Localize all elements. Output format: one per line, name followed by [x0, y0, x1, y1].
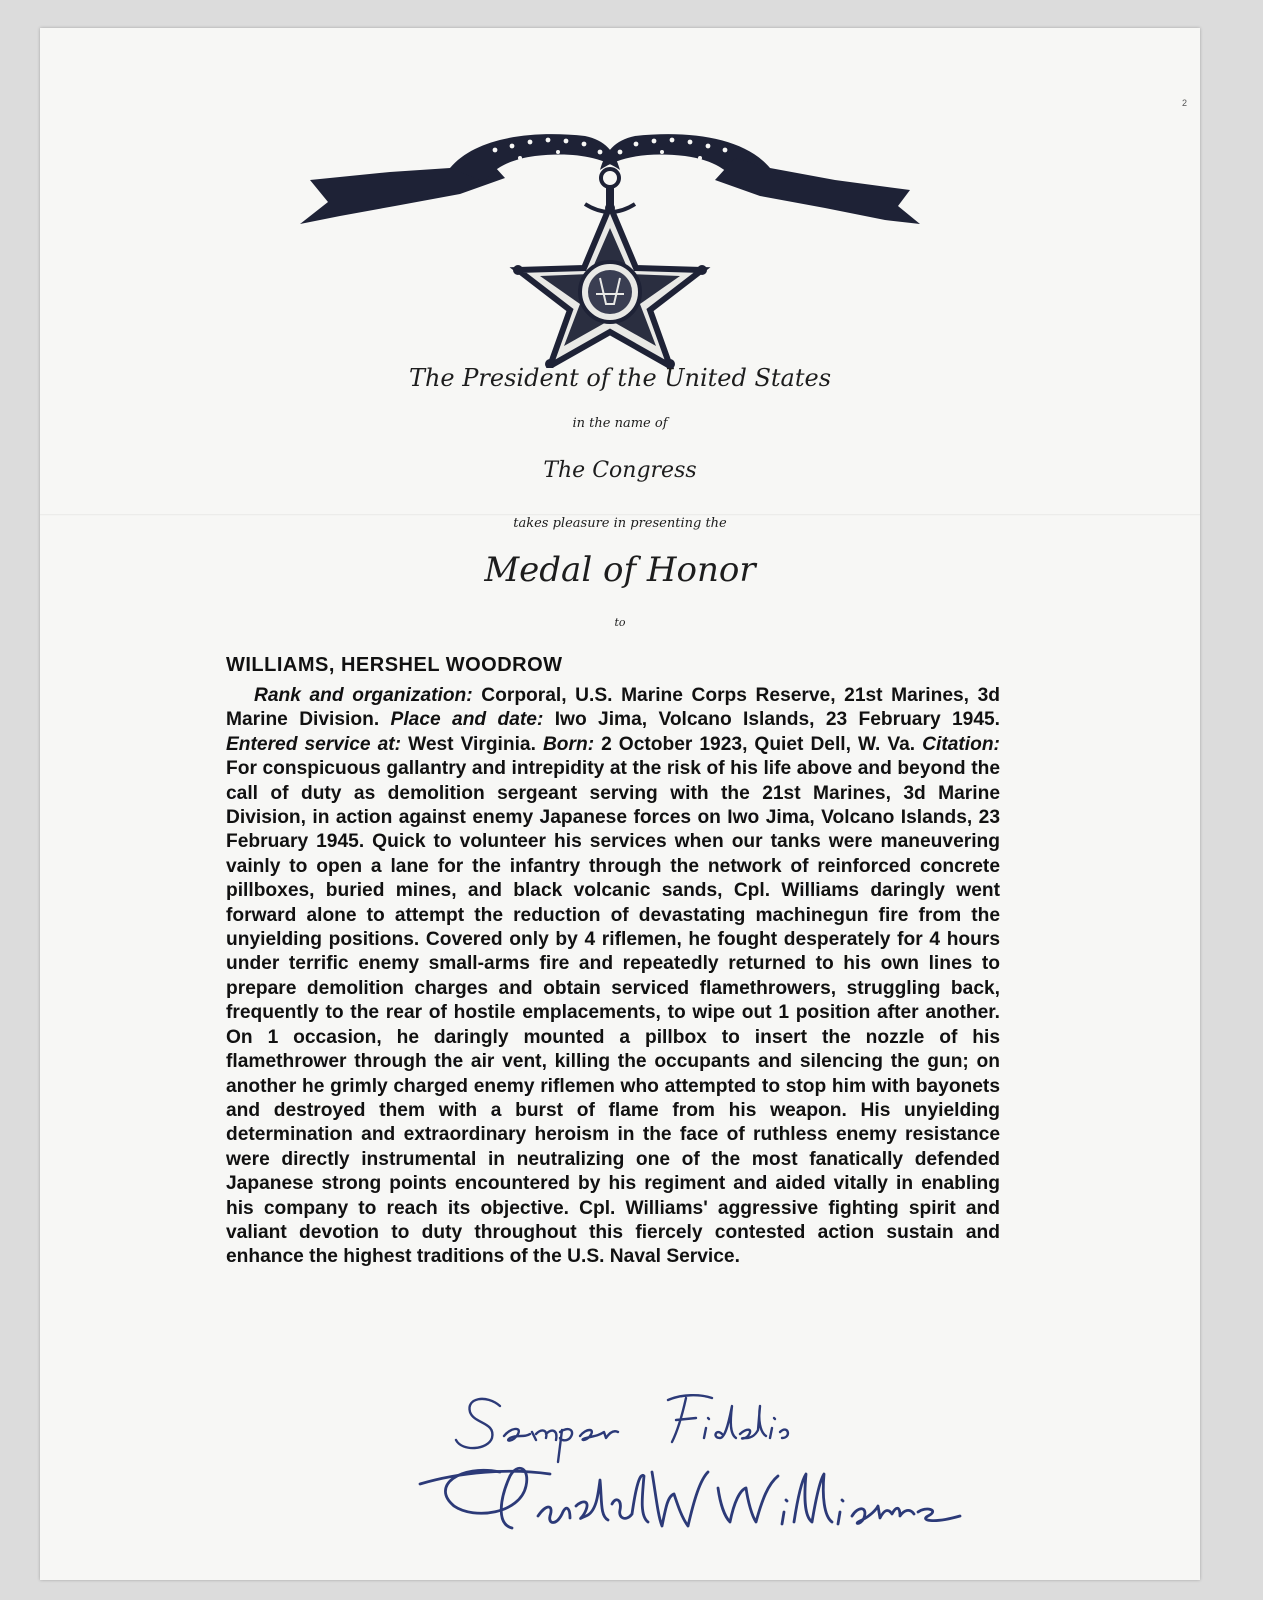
place-label: Place and date:	[390, 709, 544, 731]
heading-takes-pleasure: takes pleasure in presenting the	[513, 516, 727, 531]
page-mark: 2	[1182, 98, 1188, 108]
rank-label: Rank and organization:	[254, 685, 473, 706]
citation-paragraph	[226, 684, 1000, 1270]
heading-to: to	[614, 616, 626, 629]
heading-medal-of-honor: Medal of Honor	[484, 550, 756, 590]
citation-text: For conspicuous gallantry and intrepidity at the risk of his life above and beyond the call of duty as demolition sergeant serving with the 21st Marines, 3d Marine Division, in action against enemy Japanese forces on Iwo Jima, Volcano Islands, 23 February 1945. Quick to volunteer his services when our tanks were maneuvering vainly to open a lane for the infantry through the network of reinforced concrete pillboxes, buried mines, and black volcanic sands, Cpl. Williams daringly went forward alone to attempt the reduction of devastating machinegun fire from the unyielding positions. Covered only by 4 riflemen, he fought desperately for 4 hours under terrific enemy small-arms fire and repeatedly returned to his own lines to prepare demolition charges and obtain serviced flamethrowers, struggling back, frequently to the rear of hostile emplacements, to wipe out 1 position after another. On 1 occasion, he daringly mounted a pillbox to insert the nozzle of his flamethrower through the air vent, killing the occupants and silencing the gun; on another he grimly charged enemy riflemen who attempted to stop him with bayonets and destroyed them with a burst of flame from his weapon. His unyielding determination and extraordinary heroism in the face of ruthless enemy resistance were directly instrumental in neutralizing one of the most fanatically defended Japanese strong points encountered by his regiment and aided vitally in enabling his company to reach its objective. Cpl. Williams' aggressive fighting spirit and valiant devotion to duty throughout this fiercely contested action sustain and enhance the highest traditions of the U.S. Naval Service.	[226, 758, 1000, 1268]
recipient-name: WILLIAMS, HERSHEL WOODROW	[226, 654, 563, 676]
medal-of-honor-emblem-icon	[300, 108, 920, 368]
handwritten-signature	[400, 1376, 990, 1546]
born-value: 2 October 1923, Quiet Dell, W. Va.	[601, 733, 916, 755]
entered-value: West Virginia.	[408, 733, 536, 755]
citation-label: Citation:	[922, 733, 1000, 755]
entered-label: Entered service at:	[226, 733, 402, 755]
heading-president: The President of the United States	[408, 364, 832, 392]
rank-value: Corporal, U.S. Marine Corps Reserve, 21st Marines, 3d Marine Division.	[226, 685, 1000, 731]
citation-document	[40, 28, 1200, 1580]
place-value: Iwo Jima, Volcano Islands, 23 February 1945.	[554, 709, 1000, 731]
heading-congress: The Congress	[543, 458, 697, 483]
heading-in-the-name-of: in the name of	[572, 416, 668, 431]
born-label: Born:	[542, 733, 595, 755]
